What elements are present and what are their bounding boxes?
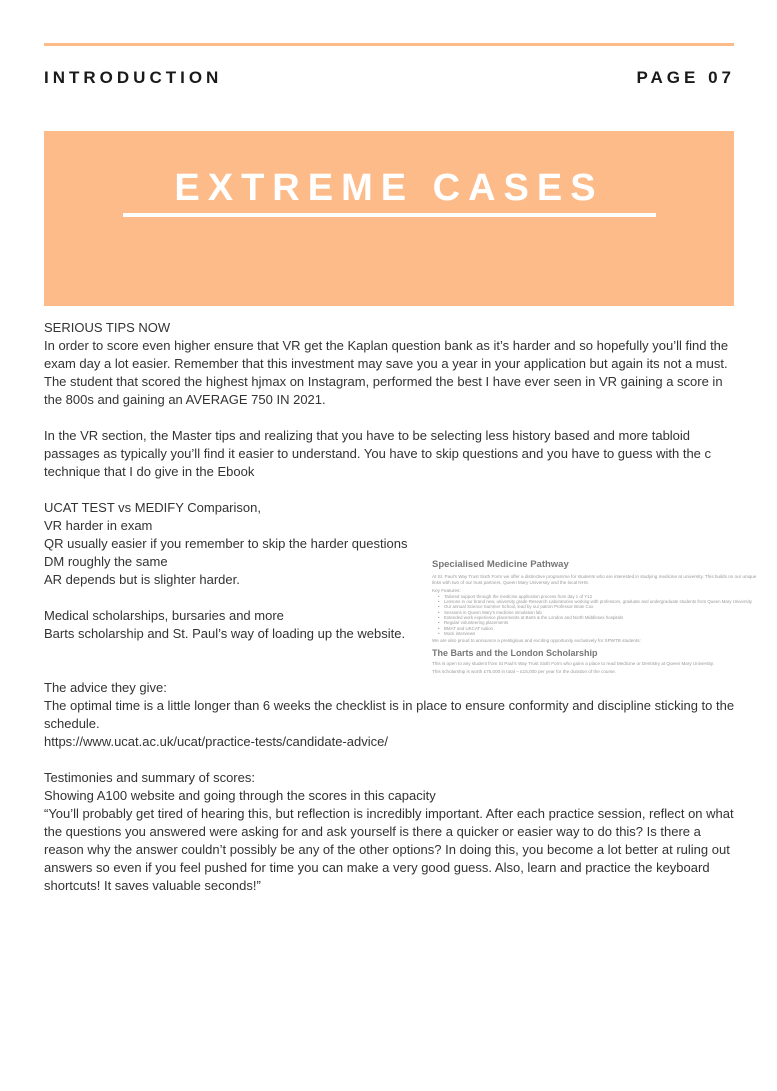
inset-list-item: • Our annual Science Summer School, lead by our patron Professor Brian Cox <box>444 604 777 609</box>
paragraph: SERIOUS TIPS NOW <box>44 320 171 335</box>
header-rule <box>44 43 734 46</box>
section-label: INTRODUCTION <box>44 68 223 87</box>
inset-list-item: • BMAT and UKCAT tuition <box>444 626 777 631</box>
paragraph: In order to score even higher ensure that VR get the Kaplan question bank as it’s harder and so hopefully you’ll find the exam day a lot easier. Remember that this investment may save you a year in your application but again its not a must. The student that scored the highest hjmax on Instagram, performed the best I have ever seen in VR gaining a score in the 800s and gaining an AVERAGE 750 IN 2021. <box>44 338 729 407</box>
text-line: Medical scholarships, bursaries and more <box>44 608 284 623</box>
page-number: PAGE 07 <box>636 68 735 87</box>
paragraph: The optimal time is a little longer than 6 weeks the checklist is in place to ensure conformity and discipline sticking to the schedule. <box>44 698 735 731</box>
text-line: Showing A100 website and going through the scores in this capacity <box>44 788 436 803</box>
text-line: Barts scholarship and St. Paul’s way of loading up the website. <box>44 626 406 641</box>
inset-list-item: • Lessons in our brand new, university grade Research Laboratories working with professors, graduate and undergraduate students from Queen Mary University <box>444 599 777 604</box>
text-line: DM roughly the same <box>44 554 168 569</box>
page-title: EXTREME CASES <box>174 167 604 209</box>
inset-text: At St. Paul’s Way Trust Sixth Form we offer a distinctive programme for students who are interested in studying medicine at university. This builds on our unique <box>432 574 757 579</box>
inset-text: links with two of our trust partners, Queen Mary University and the local NHS. <box>432 579 590 585</box>
inset-text: This is open to any student from St Paul’s Way Trust Sixth Form who gains a place to read Medicine or Dentistry at Queen Mary University. <box>432 660 715 666</box>
paragraph: In the VR section, the Master tips and realizing that you have to be selecting less history based and more tabloid passages as typically you’ll find it easier to understand. You have to skip questions and you have to guess with the c technique that I do give in the Ebook <box>44 428 712 479</box>
title-banner <box>44 131 734 306</box>
inset-list-item: • Extended work experience placements at Barts & the London and North Middlesex hospitals <box>444 615 777 620</box>
quote-paragraph: “You’ll probably get tired of hearing this, but reflection is incredibly important. After each practice session, reflect on what the questions you answered were asking for and ask yourself is there a quicker or easier way to do this? Is there a reason why the answer couldn’t possibly be any of the other options? In doing this, you become a lot better at ruling out answers so even if you feel pushed for time you can make a very good guess. Also, learn and practice the keyboard shortcuts! It saves valuable seconds!” <box>44 806 734 893</box>
url-text: https://www.ucat.ac.uk/ucat/practice-tests/candidate-advice/ <box>44 734 388 749</box>
text-line: VR harder in exam <box>44 518 153 533</box>
title-underline <box>123 213 656 217</box>
text-line: The advice they give: <box>44 680 167 695</box>
text-line: Testimonies and summary of scores: <box>44 770 255 785</box>
website-screenshot <box>424 553 777 675</box>
inset-text: This scholarship is worth £75,000 in total – £15,000 per year for the duration of the course. <box>432 669 617 675</box>
inset-list-item: • Mock interviews <box>444 631 777 636</box>
text-line: UCAT TEST vs MEDIFY Comparison, <box>44 500 261 515</box>
inset-heading: Specialised Medicine Pathway <box>432 559 569 570</box>
text-line: AR depends but is slighter harder. <box>44 572 240 587</box>
inset-heading: The Barts and the London Scholarship <box>432 647 598 658</box>
inset-text: We are also proud to announce a prestigious and exciting opportunity exclusively for SPWTB students: <box>432 638 641 644</box>
text-line: QR usually easier if you remember to skip the harder questions <box>44 536 408 551</box>
inset-text: Key Features: <box>432 588 461 594</box>
inset-list-item: • Regular volunteering placements <box>444 620 777 625</box>
inset-list-item: • Tailored support through the medicine application process from day 1 of Y12 <box>444 594 777 599</box>
inset-list-item: • Sessions in Queen Mary’s medicine simulation lab <box>444 610 777 615</box>
